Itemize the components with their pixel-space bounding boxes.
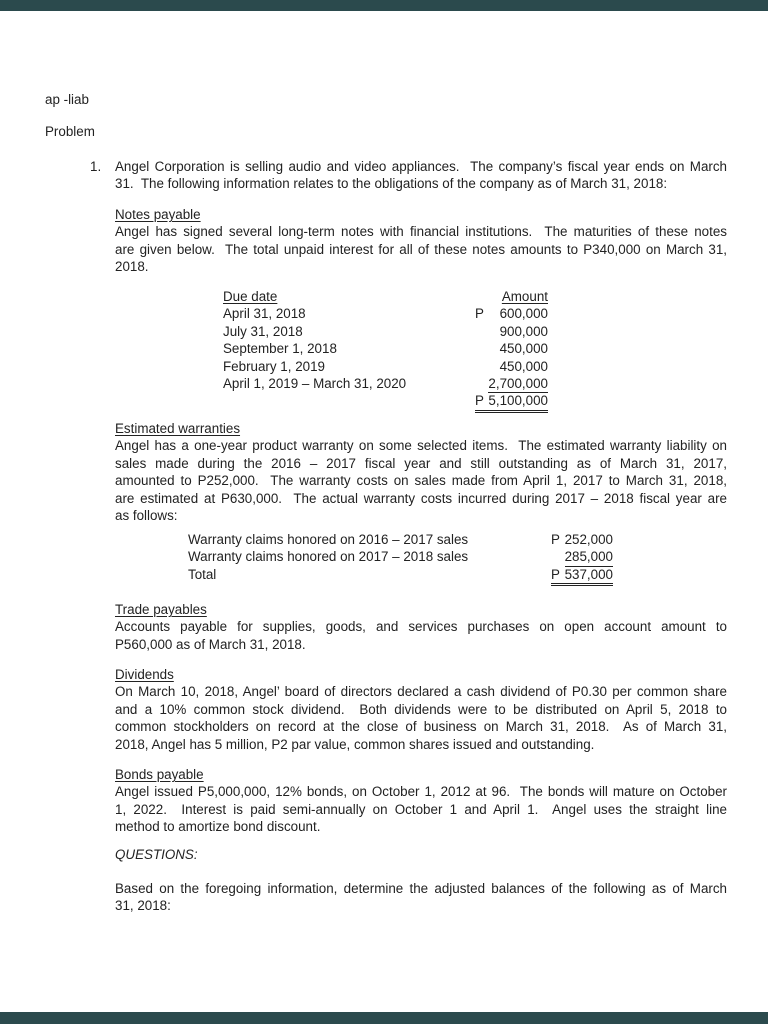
amount-value: 600,000: [499, 306, 548, 322]
table-total-row: [223, 392, 548, 409]
text-line: Angel Corporation is selling audio and video appliances. The company’s fiscal year ends on March: [115, 159, 727, 174]
text-line: P560,000 as of March 31, 2018.: [115, 636, 306, 652]
text-line: 2018.: [115, 259, 149, 275]
table-header-row: [223, 288, 548, 305]
peso-sign: P: [551, 532, 560, 547]
bonds-payable-heading: Bonds payable: [115, 767, 204, 782]
text-line: Angel issued P5,000,000, 12% bonds, on October 1, 2012 at 96. The bonds will mature on October: [115, 784, 727, 800]
table-row: April 1, 2019 – March 31, 2020 2,700,000: [223, 375, 548, 392]
closing-paragraph: [115, 880, 727, 915]
text-line: 2018, Angel has 5 million, P2 par value, common shares issued and outstanding.: [115, 736, 595, 752]
text-line: Angel has a one-year product warranty on some selected items. The estimated warranty liability on: [115, 438, 727, 454]
amount-value: 450,000: [499, 341, 548, 357]
item-number: 1.: [90, 159, 102, 174]
estimated-warranties-paragraph: [115, 437, 727, 524]
bonds-payable-paragraph: [115, 783, 727, 835]
text-line: 31. The following information relates to the obligations of the company as of March 31, 2018:: [115, 176, 668, 192]
dividends-heading: Dividends: [115, 667, 174, 682]
problem-label: Problem: [45, 124, 95, 139]
problem-item-1: [90, 158, 727, 193]
peso-sign: P: [475, 393, 484, 409]
peso-sign: P: [551, 566, 560, 582]
table-row: February 1, 2019 450,000: [223, 358, 548, 374]
table-total-row: Total P 537,000: [188, 566, 613, 583]
estimated-warranties-heading: Estimated warranties: [115, 421, 241, 436]
text-line: Angel has signed several long-term notes with financial institutions. The maturities of these notes: [115, 224, 727, 240]
table-row: April 31, 2018 P 600,000: [223, 306, 548, 322]
table-row: Warranty claims honored on 2017 – 2018 sales 285,000: [188, 548, 613, 565]
questions-label: QUESTIONS:: [115, 847, 198, 862]
problem-intro-paragraph: [115, 158, 727, 193]
amount-value: 252,000: [564, 532, 613, 547]
text-line: Accounts payable for supplies, goods, and services purchases on open account amount to: [115, 619, 727, 635]
notes-payable-section: [115, 206, 727, 276]
notes-payable-heading: Notes payable: [115, 207, 201, 222]
notes-payable-paragraph: [115, 223, 727, 275]
viewer-band-bottom: [0, 1012, 768, 1024]
text-line: On March 10, 2018, Angel’ board of directors declared a cash dividend of P0.30 per common share: [115, 684, 727, 700]
text-line: 1, 2022. Interest is paid semi-annually on October 1 and April 1. Angel uses the straight line: [115, 801, 727, 817]
table-row: July 31, 2018 900,000: [223, 323, 548, 339]
amount-value: 285,000: [565, 548, 613, 566]
amount-header: Amount: [501, 289, 548, 304]
trade-payables-paragraph: [115, 618, 727, 653]
table-row: Warranty claims honored on 2016 – 2017 sales P 252,000: [188, 532, 613, 547]
trade-payables-heading: Trade payables: [115, 602, 207, 617]
total-amount-value: 537,000: [564, 566, 613, 582]
due-date-header: Due date: [223, 289, 278, 304]
text-line: and a 10% common stock dividend. Both dividends were to be distributed on April 5, 2018 to: [115, 701, 727, 717]
dividends-section: [115, 666, 727, 753]
dividends-paragraph: [115, 683, 727, 753]
amount-value: 900,000: [499, 323, 548, 339]
total-amount-value: 5,100,000: [488, 393, 548, 409]
amount-value: 2,700,000: [488, 375, 548, 393]
peso-sign: P: [475, 306, 484, 322]
text-line: are estimated at P630,000. The actual warranty costs incurred during 2017 – 2018 fiscal year are: [115, 490, 727, 506]
notes-maturity-table: [223, 288, 548, 410]
text-line: amounted to P252,000. The warranty costs on sales made from April 1, 2017 to March 31, 2018,: [115, 473, 727, 489]
amount-value: 450,000: [499, 358, 548, 374]
text-line: common stockholders on record at the close of business on March 31, 2018. As of March 31,: [115, 719, 727, 735]
text-line: sales made during the 2016 – 2017 fiscal year and still outstanding as of March 31, 2017,: [115, 455, 727, 471]
trade-payables-section: [115, 601, 727, 653]
bonds-payable-section: [115, 766, 727, 836]
text-line: are given below. The total unpaid interest for all of these notes amounts to P340,000 on March 31,: [115, 241, 727, 257]
estimated-warranties-section: [115, 420, 727, 524]
table-row: September 1, 2018 450,000: [223, 341, 548, 357]
doc-label: ap -liab: [45, 92, 89, 107]
warranty-claims-table: [188, 531, 613, 583]
text-line: as follows:: [115, 508, 178, 524]
text-line: 31, 2018:: [115, 898, 171, 914]
text-line: Based on the foregoing information, determine the adjusted balances of the following as of March: [115, 881, 727, 896]
viewer-band-top: [0, 0, 768, 11]
text-line: method to amortize bond discount.: [115, 819, 321, 835]
